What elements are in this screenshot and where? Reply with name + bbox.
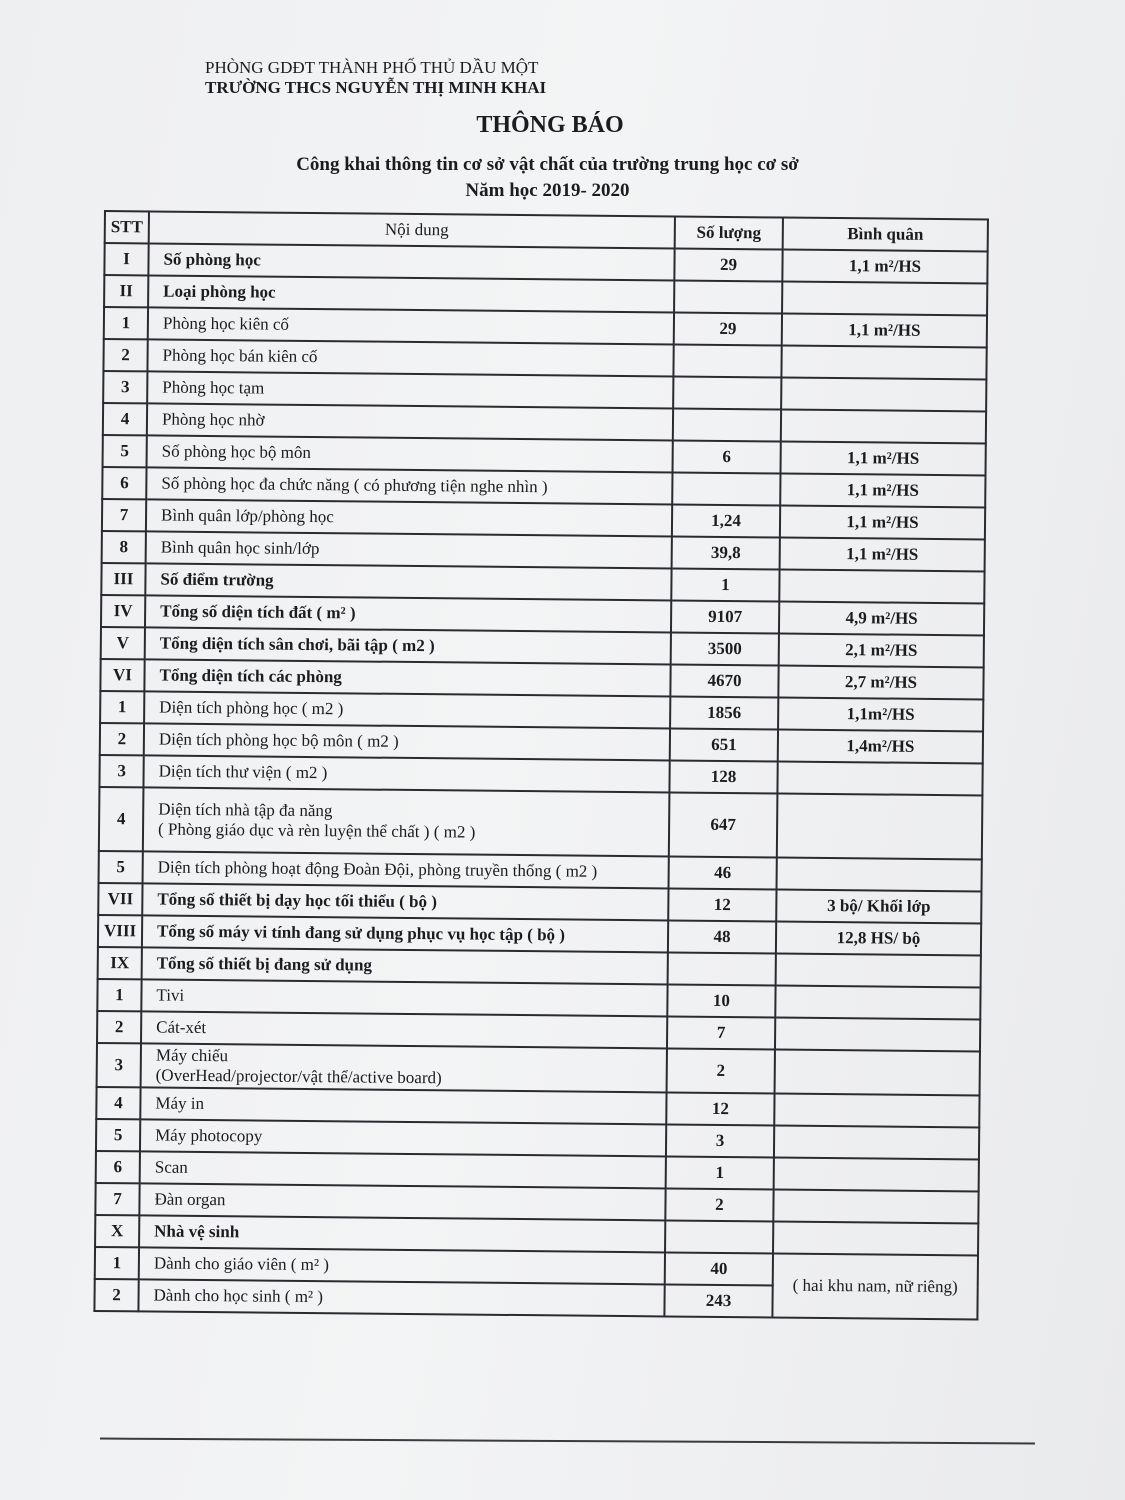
row-average: 2,1 m²/HS (779, 633, 984, 667)
row-stt: VIII (98, 915, 142, 947)
row-average (782, 282, 987, 316)
row-stt: 2 (103, 339, 147, 371)
row-stt: 1 (104, 307, 148, 339)
row-content-text: Đàn organ (154, 1189, 226, 1210)
row-content (140, 1119, 666, 1156)
row-average (781, 346, 986, 380)
row-quantity (668, 952, 776, 985)
notice-subtitle: Công khai thông tin cơ sở vật chất của trường trung học cơ sở (296, 154, 799, 175)
row-quantity: 3500 (671, 632, 779, 665)
row-content (144, 723, 670, 760)
row-content-note: ( Phòng giáo dục và rèn luyện thể chất ) ( m2 ) (157, 819, 476, 842)
row-content-text: Tổng số diện tích đất ( m² ) (160, 601, 356, 623)
row-stt: 6 (96, 1151, 140, 1183)
row-content-text: Máy in (155, 1093, 205, 1114)
school-name: TRƯỜNG THCS NGUYỄN THỊ MINH KHAI (205, 78, 547, 97)
row-stt: 7 (102, 499, 146, 531)
notice-title: THÔNG BÁO (476, 112, 624, 138)
row-quantity: 6 (673, 440, 781, 473)
row-average: 1,4m²/HS (778, 729, 983, 763)
row-quantity: 7 (667, 1016, 775, 1049)
row-average: 4,9 m²/HS (779, 602, 984, 636)
row-content-text: Diện tích thư viện ( m2 ) (158, 761, 328, 783)
row-content-text: Bình quân lớp/phòng học (160, 505, 335, 527)
row-average: 2,7 m²/HS (778, 665, 983, 699)
row-quantity: 1 (666, 1156, 774, 1189)
column-header-quantity: Số lượng (675, 216, 783, 249)
row-content (145, 627, 671, 664)
row-content-text: Số phòng học đa chức năng ( có phương tiện nghe nhìn ) (161, 473, 548, 497)
department-name: PHÒNG GDĐT THÀNH PHỐ THỦ DẦU MỘT (205, 58, 539, 77)
row-quantity: 651 (670, 728, 778, 761)
row-quantity: 48 (668, 920, 776, 953)
row-average (779, 570, 984, 604)
row-stt: 2 (97, 1011, 141, 1043)
row-content (147, 371, 673, 408)
row-stt: 6 (102, 467, 146, 499)
row-stt: I (104, 243, 148, 275)
row-content-text: Dành cho học sinh ( m² ) (153, 1285, 324, 1307)
row-average (777, 793, 983, 859)
row-content-text: Phòng học kiên cố (162, 313, 290, 334)
row-average: 1,1 m²/HS (780, 474, 985, 508)
row-stt: 4 (96, 1087, 140, 1119)
row-quantity: 39,8 (672, 536, 780, 569)
row-content-text: Loại phòng học (163, 281, 276, 302)
row-quantity: 29 (674, 312, 782, 345)
row-average: ( hai khu nam, nữ riêng) (772, 1253, 978, 1319)
row-average (776, 953, 981, 987)
row-content (143, 755, 669, 792)
row-quantity: 9107 (671, 600, 779, 633)
row-stt: 3 (99, 755, 143, 787)
row-average (775, 1049, 980, 1095)
row-quantity: 2 (667, 1048, 775, 1093)
row-content (139, 1215, 665, 1252)
row-content-text: Phòng học bán kiên cố (162, 345, 318, 367)
row-quantity: 1,24 (672, 504, 780, 537)
table-body (94, 243, 987, 1319)
row-average (777, 857, 982, 891)
row-content (146, 531, 672, 568)
row-content-note: (OverHead/projector/vật thể/active board) (155, 1065, 442, 1088)
row-content-text: Tổng số máy vi tính đang sử dụng phục vụ học tập ( bộ ) (156, 921, 566, 945)
row-content (139, 1183, 665, 1220)
row-average: 12,8 HS/ bộ (776, 921, 981, 955)
row-stt: 1 (95, 1247, 139, 1279)
row-stt: 4 (103, 403, 147, 435)
row-content (142, 883, 668, 920)
row-stt: 5 (103, 435, 147, 467)
row-stt: 1 (97, 979, 141, 1011)
row-content-text: Diện tích nhà tập đa năng (158, 799, 333, 821)
row-content-text: Nhà vệ sinh (154, 1221, 240, 1242)
row-quantity: 1856 (670, 696, 778, 729)
row-content-text: Diện tích phòng hoạt động Đoàn Đội, phòng truyền thống ( m2 ) (157, 857, 598, 881)
row-average: 1,1m²/HS (778, 697, 983, 731)
row-quantity: 12 (668, 888, 776, 921)
row-average: 1,1 m²/HS (780, 506, 985, 540)
row-stt: 7 (95, 1183, 139, 1215)
row-stt: 4 (99, 787, 144, 851)
row-content (144, 691, 670, 728)
row-stt: 5 (96, 1119, 140, 1151)
row-quantity: 10 (667, 984, 775, 1017)
row-quantity: 29 (674, 248, 782, 281)
row-content-text: Số điểm trường (160, 569, 274, 590)
row-quantity (674, 280, 782, 313)
row-content (141, 1011, 667, 1048)
row-average: 1,1 m²/HS (782, 250, 987, 284)
row-stt: 3 (97, 1043, 141, 1087)
row-average (774, 1093, 979, 1127)
row-content (148, 243, 674, 280)
row-average (777, 761, 982, 795)
row-average (773, 1189, 978, 1223)
row-average: 3 bộ/ Khối lớp (776, 889, 981, 923)
column-header-stt: STT (105, 211, 149, 243)
table-row (99, 787, 983, 859)
row-content (138, 1279, 664, 1316)
row-average: 1,1 m²/HS (781, 442, 986, 476)
row-content (143, 851, 669, 888)
row-quantity (672, 472, 780, 505)
row-content (141, 979, 667, 1016)
row-quantity (673, 408, 781, 441)
row-content (145, 563, 671, 600)
row-average (773, 1221, 978, 1255)
row-quantity: 647 (669, 792, 778, 857)
row-average: 1,1 m²/HS (780, 538, 985, 572)
row-content (142, 915, 668, 952)
row-average (775, 1017, 980, 1051)
column-header-content: Nội dung (149, 211, 675, 248)
row-content (147, 403, 673, 440)
row-quantity: 40 (665, 1252, 773, 1285)
row-stt: 3 (103, 371, 147, 403)
row-content (148, 307, 674, 344)
row-content-text: Bình quân học sinh/lớp (160, 537, 320, 559)
school-year: Năm học 2019- 2020 (465, 180, 630, 201)
row-average (781, 378, 986, 412)
row-stt: IV (101, 595, 145, 627)
row-stt: 2 (100, 723, 144, 755)
footer-line (100, 1438, 1035, 1445)
row-stt: VI (100, 659, 144, 691)
row-stt: VII (98, 883, 142, 915)
row-stt: 8 (102, 531, 146, 563)
row-quantity: 2 (665, 1188, 773, 1221)
row-stt: 5 (99, 851, 143, 883)
row-quantity: 3 (666, 1124, 774, 1157)
row-content-text: Tổng số thiết bị dạy học tối thiểu ( bộ ) (157, 889, 438, 912)
row-content (145, 595, 671, 632)
row-stt: III (101, 563, 145, 595)
row-stt: 2 (94, 1279, 138, 1311)
row-content (141, 1043, 667, 1092)
row-content-text: Cát-xét (156, 1017, 207, 1038)
row-quantity: 243 (664, 1284, 772, 1317)
row-content-text: Phòng học tạm (162, 377, 265, 398)
row-content-text: Diện tích phòng học bộ môn ( m2 ) (158, 729, 399, 751)
row-quantity: 4670 (670, 664, 778, 697)
row-content-text: Scan (154, 1157, 188, 1177)
row-content (146, 467, 672, 504)
column-header-average: Bình quân (783, 218, 988, 252)
row-quantity: 12 (666, 1092, 774, 1125)
row-content-text: Dành cho giáo viên ( m² ) (153, 1253, 330, 1275)
row-content (144, 659, 670, 696)
row-content (143, 787, 670, 856)
facilities-table (93, 210, 989, 1320)
row-content (140, 1151, 666, 1188)
row-content-text: Số phòng học bộ môn (161, 441, 312, 462)
row-average (774, 1157, 979, 1191)
row-content-text: Máy chiếu (155, 1045, 229, 1066)
row-average (774, 1125, 979, 1159)
row-quantity (673, 376, 781, 409)
row-content (147, 435, 673, 472)
row-content-text: Diện tích phòng học ( m2 ) (159, 697, 344, 719)
row-average (775, 985, 980, 1019)
row-average (781, 410, 986, 444)
row-content (146, 499, 672, 536)
row-quantity: 128 (669, 760, 777, 793)
row-content-text: Tivi (156, 985, 185, 1005)
row-stt: IX (98, 947, 142, 979)
row-content-text: Máy photocopy (155, 1125, 263, 1146)
row-content (148, 275, 674, 312)
row-stt: X (95, 1215, 139, 1247)
row-stt: 1 (100, 691, 144, 723)
row-stt: II (104, 275, 148, 307)
row-content (147, 339, 673, 376)
row-content (140, 1087, 666, 1124)
row-content (139, 1247, 665, 1284)
row-stt: V (101, 627, 145, 659)
row-content-text: Tổng diện tích sân chơi, bãi tập ( m2 ) (159, 633, 435, 656)
row-quantity (673, 344, 781, 377)
row-content-text: Số phòng học (163, 249, 261, 270)
row-content-text: Tổng số thiết bị đang sử dụng (156, 953, 373, 975)
row-quantity: 1 (671, 568, 779, 601)
row-quantity: 46 (669, 856, 777, 889)
row-content-text: Tổng diện tích các phòng (159, 665, 342, 687)
row-content (142, 947, 668, 984)
row-content-text: Phòng học nhờ (161, 409, 265, 430)
row-average: 1,1 m²/HS (782, 314, 987, 348)
row-quantity (665, 1220, 773, 1253)
